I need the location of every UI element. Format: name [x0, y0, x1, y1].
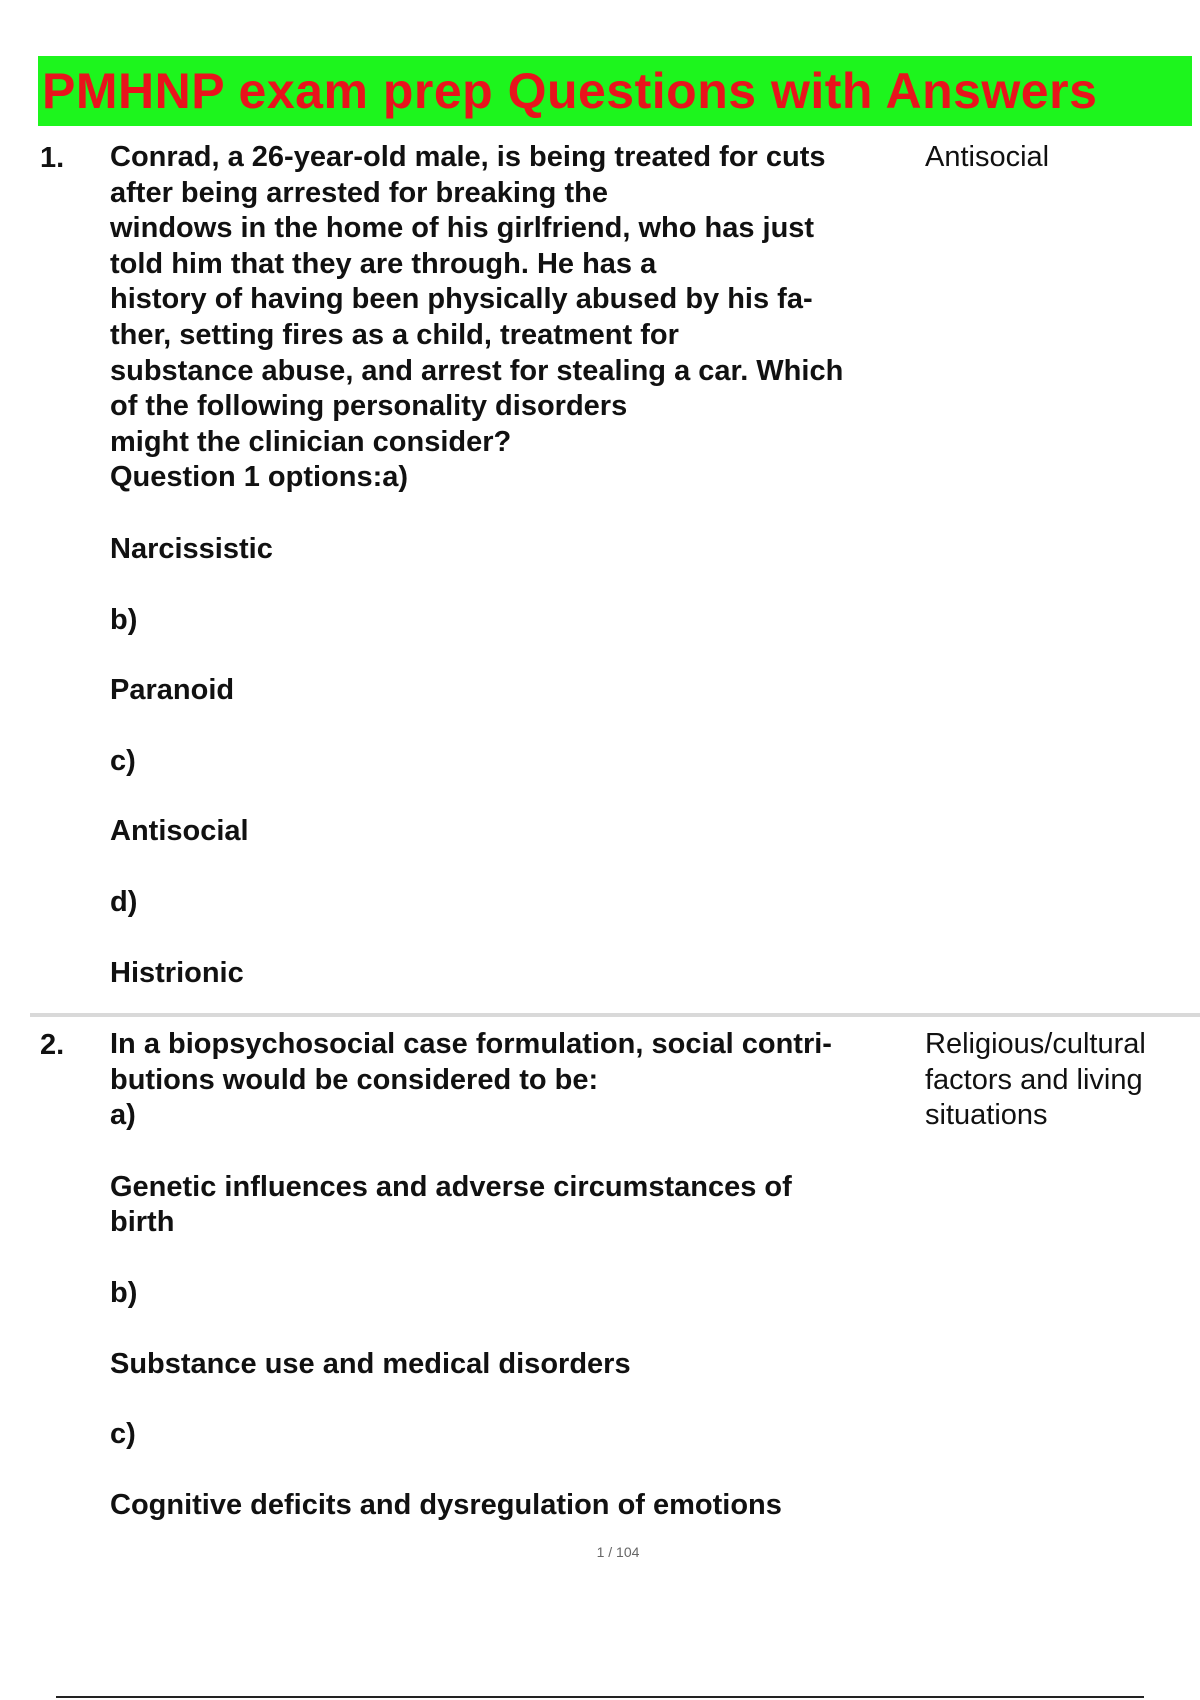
question-block-2 — [38, 1027, 1192, 1527]
answer-line: situations — [925, 1099, 1048, 1132]
document-title: PMHNP exam prep Questions with Answers — [42, 63, 1098, 119]
question-stem-line: windows in the home of his girlfriend, who has just — [110, 212, 815, 245]
option-c-letter: c) — [110, 744, 136, 777]
title-banner — [38, 56, 1192, 126]
page-indicator: 1 / 104 — [596, 1544, 640, 1560]
option-b-letter: b) — [110, 1276, 138, 1309]
question-body — [110, 1027, 950, 1558]
option-b-text: Substance use and medical disorders — [110, 1347, 631, 1380]
question-stem-line: might the clinician consider? — [110, 425, 512, 458]
option-c-text: Antisocial — [110, 815, 249, 848]
question-stem-line: a) — [110, 1099, 136, 1132]
option-c-letter: c) — [110, 1418, 136, 1451]
question-stem-line: substance abuse, and arrest for stealing a car. Which — [110, 354, 844, 387]
option-list — [110, 532, 950, 991]
answer-line: Religious/cultural — [925, 1028, 1146, 1060]
question-body — [110, 140, 950, 1026]
question-stem-line: told him that they are through. He has a — [110, 247, 657, 280]
question-stem-line: ther, setting fires as a child, treatment for — [110, 318, 679, 351]
option-b-text: Paranoid — [110, 674, 235, 707]
option-a-text: Narcissistic — [110, 532, 273, 565]
answer — [925, 1027, 1195, 1134]
answer-line: Antisocial — [925, 141, 1050, 173]
answer — [925, 140, 1195, 176]
option-b-letter: b) — [110, 603, 138, 636]
question-divider — [30, 1013, 1200, 1017]
question-number: 2. — [40, 1029, 65, 1061]
question-stem-line: history of having been physically abused by his fa- — [110, 283, 813, 316]
option-a-text: Genetic influences and adverse circumstances of — [110, 1170, 792, 1203]
question-stem-line: Question 1 options:a) — [110, 461, 409, 494]
option-d-text: Histrionic — [110, 956, 244, 989]
question-number: 1. — [40, 142, 65, 174]
option-list — [110, 1170, 950, 1524]
question-stem-line: of the following personality disorders — [110, 390, 628, 423]
question-stem-line: after being arrested for breaking the — [110, 176, 608, 209]
option-c-text: Cognitive deficits and dysregulation of emotions — [110, 1488, 782, 1521]
question-stem-line: In a biopsychosocial case formulation, social contri- — [110, 1028, 832, 1060]
bottom-rule — [56, 1696, 1144, 1698]
option-d-letter: d) — [110, 885, 138, 918]
option-a-text-continued: birth — [110, 1206, 175, 1239]
question-block-1 — [38, 140, 1192, 1000]
question-stem-line: Conrad, a 26-year-old male, is being treated for cuts — [110, 141, 826, 173]
question-stem-line: butions would be considered to be: — [110, 1063, 599, 1096]
answer-line: factors and living — [925, 1063, 1143, 1096]
